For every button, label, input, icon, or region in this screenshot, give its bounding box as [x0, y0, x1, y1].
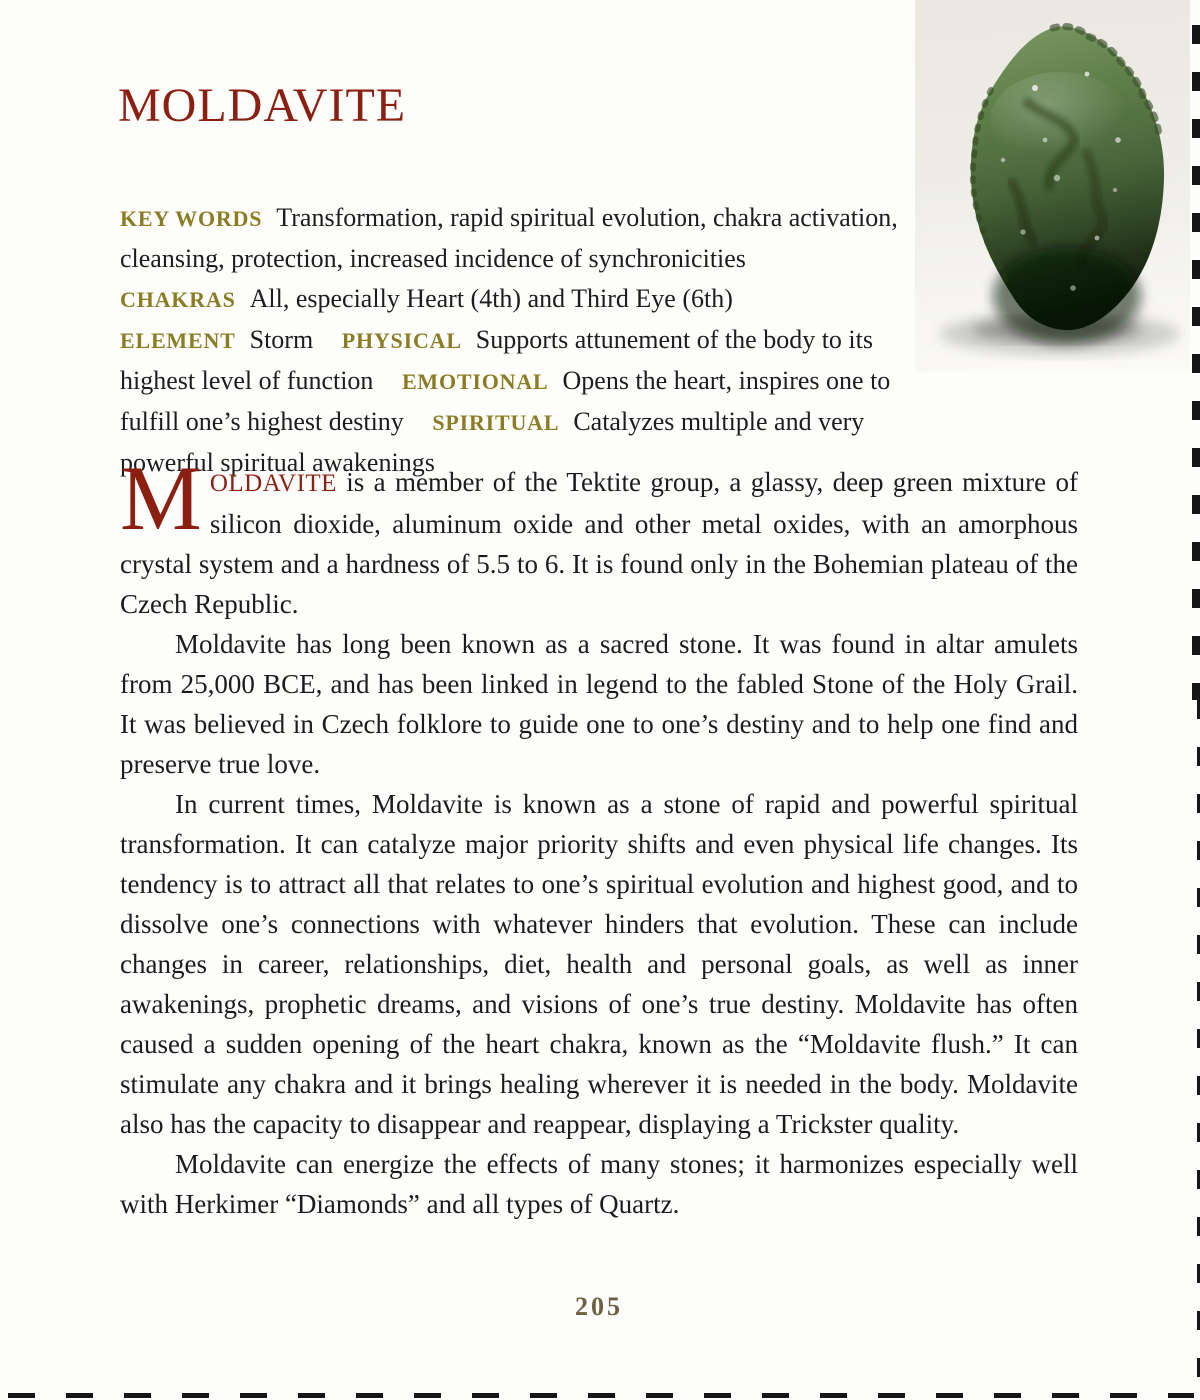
- paragraph-current-times: In current times, Moldavite is known as a stone of rapid and powerful spiritual transformation. It can catalyze major priority shifts and even physical life changes. Its tendency is to attract all that relates to one’s spiritual evolution and highest good, and to dissolve one’s connections with whatever hinders that evolution. These can include changes in career, relationships, diet, health and personal goals, as well as inner awakenings, prophetic dreams, and visions of one’s true destiny. Moldavite has often caused a sudden opening of the heart chakra, known as the “Moldavite flush.” It can stimulate any chakra and it brings healing wherever it is needed in the body. Moldavite also has the capacity to disappear and reappear, displaying a Trickster quality.: [120, 789, 1078, 1139]
- paragraph-harmonizes: Moldavite can energize the effects of many stones; it harmonizes especially well with Herkimer “Diamonds” and all types of Quartz.: [120, 1149, 1078, 1219]
- drop-cap: M: [120, 447, 202, 549]
- paragraph-history: Moldavite has long been known as a sacred stone. It was found in altar amulets from 25,000 BCE, and has been linked in legend to the fabled Stone of the Holy Grail. It was believed in Czech folklore to guide one to one’s destiny and to help one find and preserve true love.: [120, 629, 1078, 779]
- element-text: Storm: [249, 325, 314, 354]
- right-edge-tick-marks-top: [1192, 25, 1200, 700]
- emotional-text: Opens the heart, inspires one to fulfill one’s highest destiny: [120, 366, 891, 436]
- emotional-label: EMOTIONAL: [401, 369, 549, 394]
- chakras-label: CHAKRAS: [120, 287, 236, 312]
- lead-small-caps: OLDAVITE: [209, 470, 337, 497]
- body-text: [120, 447, 1078, 1224]
- spiritual-text: Catalyzes multiple and very powerful spiritual awakenings: [120, 407, 865, 477]
- keyword-segment: [120, 203, 898, 273]
- paragraph-intro-text: is a member of the Tektite group, a glassy, deep green mixture of silicon dioxide, aluminum oxide and other metal oxides, with an amorphous crystal system and a hardness of 5.5 to 6. It is found only in the Bohemian plateau of the Czech Republic.: [120, 467, 1078, 619]
- physical-label: PHYSICAL: [341, 328, 462, 353]
- keywords-text: Transformation, rapid spiritual evolution, chakra activation, cleansing, protection, increased incidence of synchronicities: [120, 203, 898, 273]
- page-number: 205: [575, 1292, 623, 1321]
- spiritual-label: SPIRITUAL: [432, 410, 560, 435]
- chakras-text: All, especially Heart (4th) and Third Eye (6th): [249, 284, 733, 313]
- page-title: MOLDAVITE: [118, 79, 407, 132]
- stone-illustration: [915, 0, 1190, 372]
- physical-text: Supports attunement of the body to its highest level of function: [120, 325, 873, 395]
- paragraph-intro: [120, 447, 1078, 624]
- keyword-segment: [120, 284, 755, 313]
- moldavite-stone-photo: [915, 0, 1190, 372]
- keywords-block: [120, 198, 940, 483]
- bottom-edge-tick-marks: [8, 1393, 1194, 1398]
- element-label: ELEMENT: [120, 328, 236, 353]
- keywords-label: KEY WORDS: [120, 206, 263, 231]
- keyword-segment: [120, 325, 335, 354]
